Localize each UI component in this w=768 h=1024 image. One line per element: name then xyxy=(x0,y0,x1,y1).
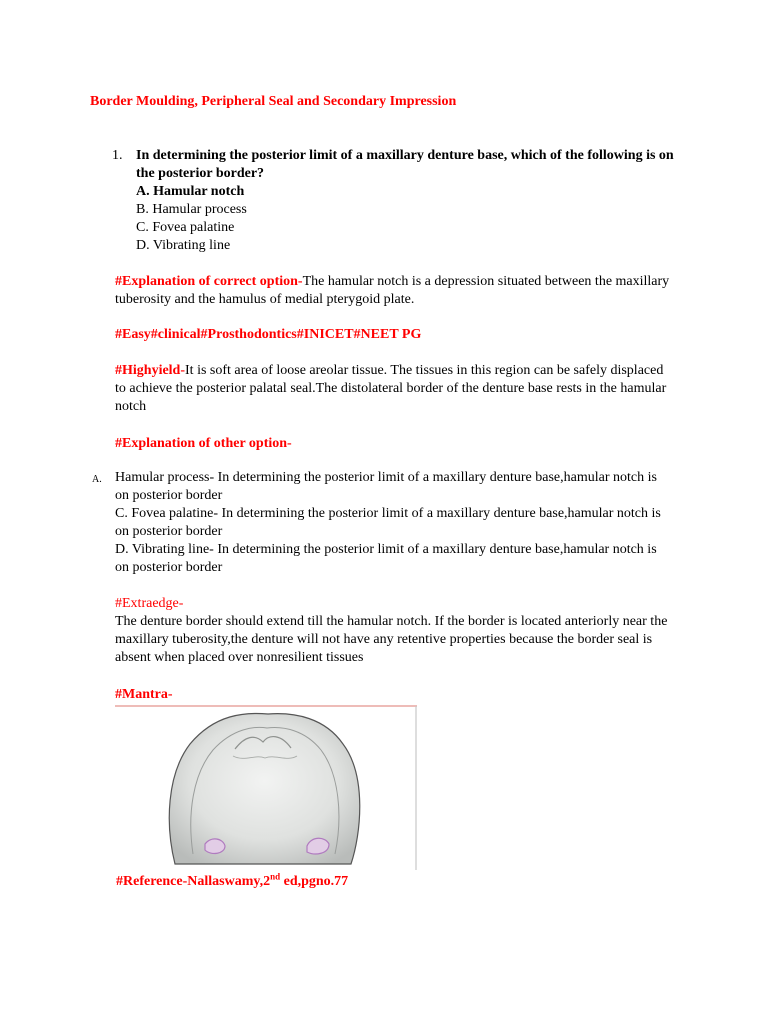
list-item: D. Vibrating line- In determining the posterior limit of a maxillary denture base,hamular notch is on posterior border xyxy=(115,542,657,575)
explanation-correct-text: The hamular notch is a depression situated between the maxillary tuberosity and the hamulus of medial pterygoid plate. xyxy=(115,274,670,307)
highyield-label: #Highyield- xyxy=(115,363,186,378)
page-title: Border Moulding, Peripheral Seal and Secondary Impression xyxy=(90,94,457,109)
list-marker: A. xyxy=(92,474,102,485)
explanation-correct xyxy=(115,273,675,309)
explanation-other-heading: #Explanation of other option- xyxy=(115,436,292,451)
other-options-list xyxy=(92,469,672,577)
list-item: Hamular process- In determining the posterior limit of a maxillary denture base,hamular notch is on posterior border xyxy=(115,470,657,503)
reference-line xyxy=(116,871,349,890)
reference-suffix: ed,pgno.77 xyxy=(280,874,349,889)
right-notch-marker xyxy=(307,838,329,854)
highyield xyxy=(115,362,675,416)
highyield-text: It is soft area of loose areolar tissue. The tissues in this region can be safely displaced to achieve the posterior palatal seal.The distolateral border of the denture base rests in the hamular notch xyxy=(115,363,667,414)
palate-outline xyxy=(169,713,359,864)
question-1 xyxy=(114,147,674,255)
option-b: B. Hamular process xyxy=(136,202,247,217)
option-d: D. Vibrating line xyxy=(136,238,231,253)
reference-prefix: #Reference-Nallaswamy,2 xyxy=(116,874,271,889)
explanation-correct-label: #Explanation of correct option- xyxy=(115,274,303,289)
reference-superscript: nd xyxy=(270,871,281,882)
question-number: 1. xyxy=(112,148,123,163)
left-notch-marker xyxy=(205,839,225,854)
mantra-label: #Mantra- xyxy=(115,687,173,702)
palate-diagram-image xyxy=(115,704,417,870)
option-a: A. Hamular notch xyxy=(136,184,245,199)
list-item: C. Fovea palatine- In determining the posterior limit of a maxillary denture base,hamular notch is on posterior border xyxy=(115,506,661,539)
question-text: In determining the posterior limit of a maxillary denture base, which of the following is on the posterior border? xyxy=(136,148,674,181)
tags-line: #Easy#clinical#Prosthodontics#INICET#NEET PG xyxy=(115,327,422,342)
extraedge-label: #Extraedge- xyxy=(115,596,184,611)
extraedge-text: The denture border should extend till the hamular notch. If the border is located anteriorly near the maxillary tuberosity,the denture will not have any retentive properties because the border seal is absent when placed over nonresilient tissues xyxy=(115,614,668,665)
option-c: C. Fovea palatine xyxy=(136,220,235,235)
